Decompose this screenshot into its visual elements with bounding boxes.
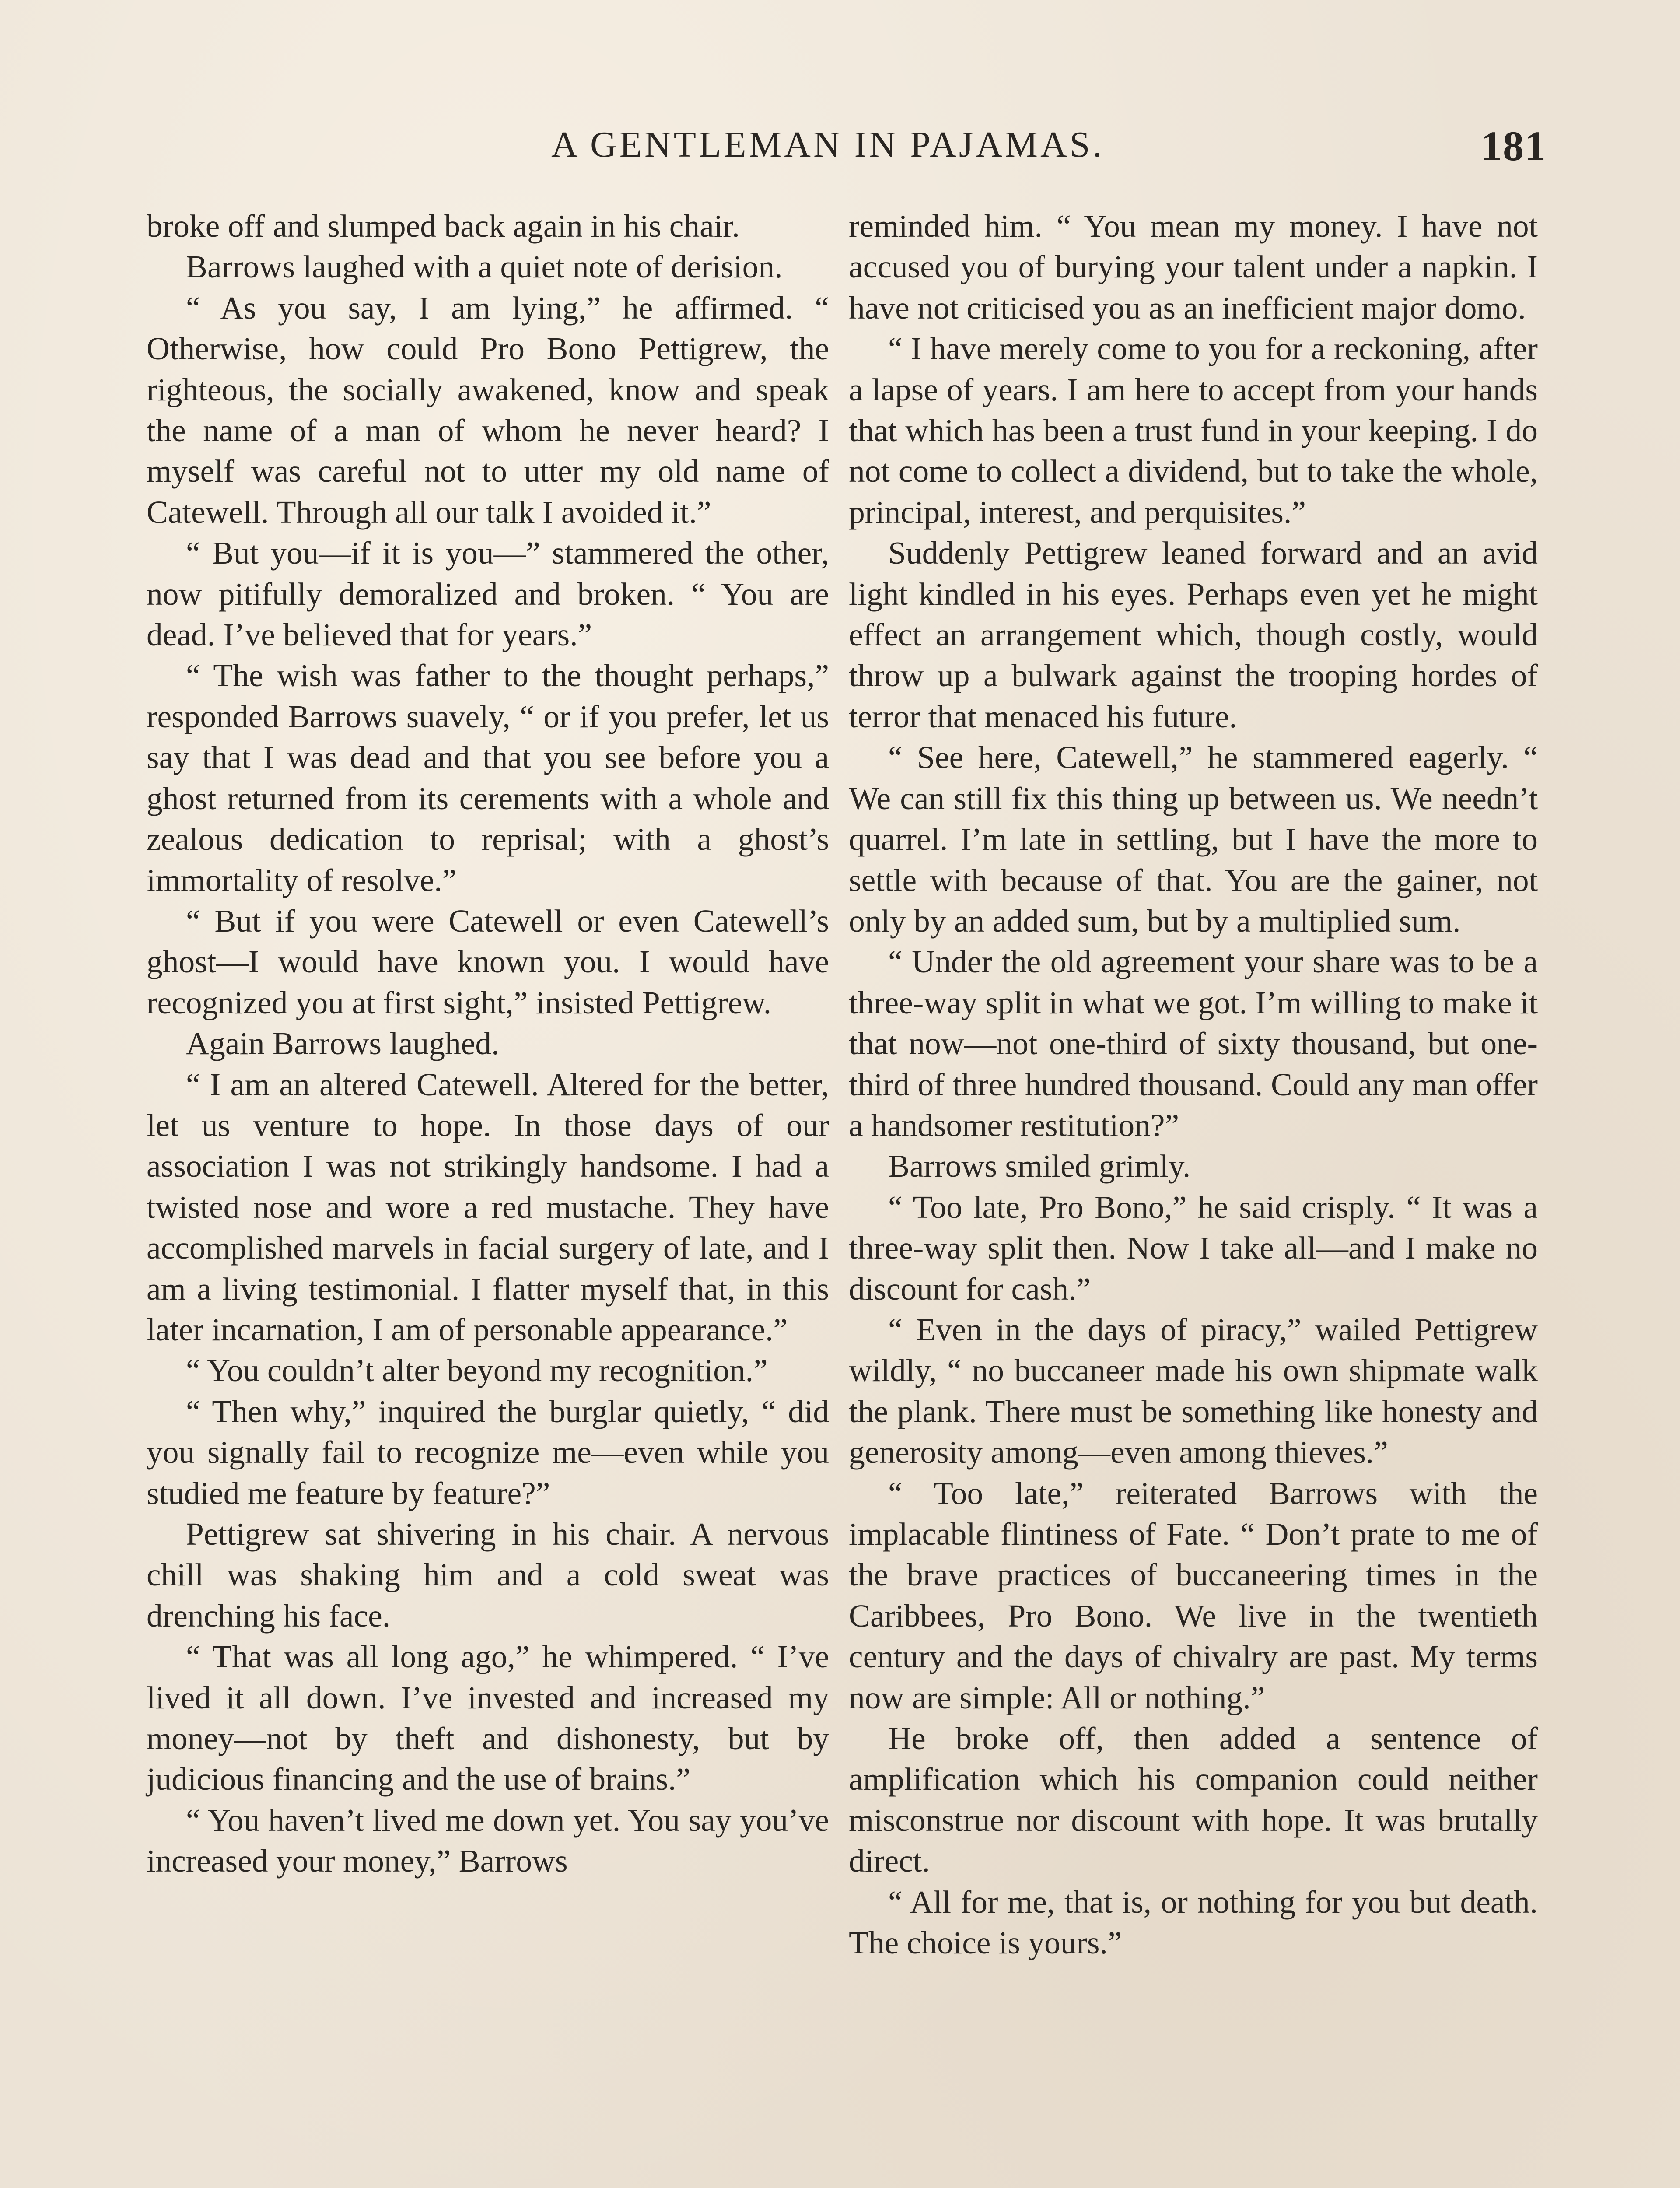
right-column — [849, 206, 1538, 1963]
paragraph: “ That was all long ago,” he whimpered. “ I’ve lived it all down. I’ve invested and increased my money—not by theft and dishonesty, but by judicious financing and the use of brains.” — [147, 1639, 829, 1797]
paragraph: “ Under the old agreement your share was to be a three-way split in what we got. I’m willing to make it that now—not one-third of sixty thousand, but one-third of three hundred thousand. Could any man offer a handsomer restitution?” — [849, 944, 1538, 1143]
paragraph: “ You couldn’t alter beyond my recognition.” — [186, 1353, 768, 1389]
paragraph: “ As you say, I am lying,” he affirmed. “ Otherwise, how could Pro Bono Pettigrew, the righteous, the socially awakened, know and speak the name of a man of whom he never heard? I myself was careful not to utter my old name of Catewell. Through all our talk I avoided it.” — [147, 290, 829, 530]
paragraph: Again Barrows laughed. — [186, 1026, 500, 1062]
paragraph: “ Then why,” inquired the burglar quietly, “ did you signally fail to recognize me—even while you studied me feature by feature?” — [147, 1393, 829, 1511]
paragraph: Barrows laughed with a quiet note of derision. — [186, 249, 783, 285]
paragraph: Suddenly Pettigrew leaned forward and an avid light kindled in his eyes. Perhaps even yet he might effect an arrangement which, though costly, would throw up a bulwark against the trooping hordes of terror that menaced his future. — [849, 535, 1538, 734]
paragraph: “ You haven’t lived me down yet. You say you’ve increased your money,” Barrows — [147, 1802, 829, 1879]
page-number: 181 — [1481, 123, 1547, 169]
paragraph: “ I have merely come to you for a reckoning, after a lapse of years. I am here to accept from your hands that which has been a trust fund in your keeping. I do not come to collect a dividend, but to take the whole, principal, interest, and perquisites.” — [849, 331, 1538, 530]
paragraph: reminded him. “ You mean my money. I have not accused you of burying your talent under a napkin. I have not criticised you as an inefficient major domo. — [849, 208, 1538, 326]
paragraph: “ I am an altered Catewell. Altered for the better, let us venture to hope. In those days of our association I was not strikingly handsome. I had a twisted nose and wore a red mustache. They have accomplished marvels in facial surgery of late, and I am a living testimonial. I flatter myself that, in this later incarnation, I am of personable appearance.” — [147, 1066, 829, 1347]
paragraph: “ But you—if it is you—” stammered the other, now pitifully demoralized and broken. “ You are dead. I’ve believed that for years.” — [147, 535, 829, 653]
paragraph: “ Even in the days of piracy,” wailed Pettigrew wildly, “ no buccaneer made his own shipmate walk the plank. There must be something like honesty and generosity among—even among thieves.” — [849, 1311, 1538, 1470]
left-column — [147, 206, 829, 1882]
paragraph: “ Too late, Pro Bono,” he said crisply. “ It was a three-way split then. Now I take all—and I make no discount for cash.” — [849, 1189, 1538, 1307]
paragraph: “ But if you were Catewell or even Catewell’s ghost—I would have known you. I would have recognized you at first sight,” insisted Pettigrew. — [147, 903, 829, 1020]
paragraph: broke off and slumped back again in his chair. — [147, 208, 740, 244]
paragraph: “ The wish was father to the thought perhaps,” responded Barrows suavely, “ or if you prefer, let us say that I was dead and that you see before you a ghost returned from its cerements with a whole and zealous dedication to reprisal; with a ghost’s immortality of resolve.” — [147, 658, 829, 898]
running-title: A GENTLEMAN IN PAJAMAS. — [551, 124, 1105, 165]
paragraph: “ All for me, that is, or nothing for you but death. The choice is yours.” — [849, 1884, 1538, 1961]
paragraph: He broke off, then added a sentence of amplification which his companion could neither misconstrue nor discount with hope. It was brutally direct. — [849, 1721, 1538, 1879]
paragraph: “ See here, Catewell,” he stammered eagerly. “ We can still fix this thing up between us. We needn’t quarrel. I’m late in settling, but I have the more to settle with because of that. You are the gainer, not only by an added sum, but by a multiplied sum. — [849, 740, 1538, 939]
paragraph: Pettigrew sat shivering in his chair. A nervous chill was shaking him and a cold sweat was drenching his face. — [147, 1516, 829, 1634]
paragraph: Barrows smiled grimly. — [888, 1148, 1191, 1184]
paragraph: “ Too late,” reiterated Barrows with the implacable flintiness of Fate. “ Don’t prate to me of the brave practices of buccaneering times in the Caribbees, Pro Bono. We live in the twentieth century and the days of chivalry are past. My terms now are simple: All or nothing.” — [849, 1475, 1538, 1715]
